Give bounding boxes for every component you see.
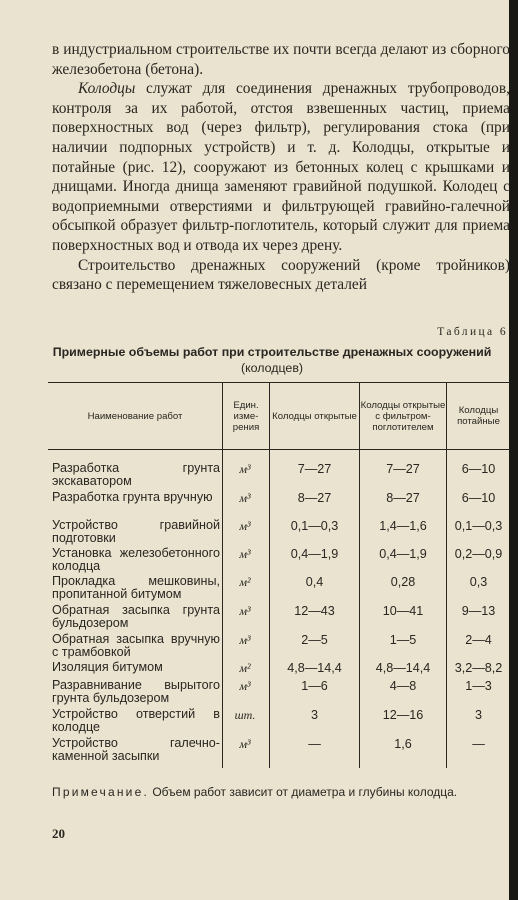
row-name: Обратная засыпка вручную с трамбовкой (52, 632, 220, 659)
row-value-filter: 1,4—1,6 (379, 519, 427, 533)
row-value-open: 0,4 (305, 575, 324, 589)
row-value-hidden: 6—10 (461, 491, 496, 505)
header-name: Наименование работ (87, 410, 183, 422)
term-kolodtsy: Колодцы (78, 80, 136, 98)
table-top-rule (48, 382, 510, 383)
row-name: Разработка грунта экскаватором (52, 461, 220, 488)
row-value-hidden: 2—4 (465, 633, 492, 647)
row-unit: м³ (239, 737, 251, 751)
table-subtitle: (колодцев) (240, 361, 304, 375)
row-value-filter: 4—8 (389, 679, 417, 693)
row-value-filter: 0,28 (390, 575, 416, 589)
table-title (34, 344, 510, 376)
row-unit: м² (239, 661, 251, 675)
row-value-open: 1—6 (301, 679, 328, 693)
note-text: Объем работ зависит от диаметра и глубины колодца. (149, 785, 458, 799)
row-name: Обратная засыпка грунта бульдозером (52, 603, 220, 630)
row-name: Устройство галечно-каменной засыпки (52, 736, 220, 763)
row-value-hidden: 1—3 (465, 679, 492, 693)
row-name: Прокладка мешковины, пропитанной битумом (52, 574, 220, 601)
row-value-hidden: 6—10 (461, 462, 496, 476)
row-unit: м³ (239, 604, 251, 618)
note-label: Примечание. (52, 785, 149, 799)
row-value-open: 3 (310, 708, 318, 722)
row-value-filter: 1—5 (389, 633, 417, 647)
row-name: Устройство отверстий в колодце (52, 707, 220, 734)
row-name: Разработка грунта вручную (52, 490, 213, 504)
row-name: Устройство гравийной подготовки (52, 518, 220, 545)
row-value-hidden: 9—13 (461, 604, 496, 618)
row-value-filter: 4,8—14,4 (375, 661, 431, 675)
body-text (52, 40, 510, 295)
header-unit-text: Един. изме-рения (232, 399, 260, 433)
row-unit: м² (239, 575, 251, 589)
row-value-filter: 10—41 (382, 604, 424, 618)
row-value-filter: 12—16 (382, 708, 424, 722)
page-edge-shadow (509, 0, 518, 900)
row-unit: м³ (239, 491, 251, 505)
table-number: Таблица 6 (437, 326, 508, 338)
row-value-open: 0,4—1,9 (290, 547, 339, 561)
paragraph-2-text: служат для соединения дренажных трубопроводов, контроля за их работой, отстоя взвешенных частиц, приема поверхностных вод (через фильтр), регулирования стока (при наличии подпорных устройств) и т. д. Колодцы, открытые и потайные (рис. 12), сооружают из бетонных колец с крышками и днищами. Иногда днища заменяют гравийной подушкой. Колодец с водоприемными отверстиями и фильтрующей гравийно-галечной обсыпкой образует фильтр-поглотитель, который служит для приема поверхностных вод и отвода их через дрену. (52, 80, 510, 254)
row-unit: м³ (239, 633, 251, 647)
row-value-open: 0,1—0,3 (290, 519, 339, 533)
row-name: Установка железобетонного колодца (52, 546, 220, 573)
row-value-hidden: 0,2—0,9 (454, 547, 503, 561)
table-title-main: Примерные объемы работ при строительстве дренажных сооружений (52, 345, 492, 359)
header-open: Колодцы открытые (272, 410, 357, 422)
table-note (52, 784, 506, 800)
row-unit: шт. (234, 708, 256, 722)
paragraph-1: в индустриальном строительстве их почти всегда делают из сборного железобетона (бетона). (52, 41, 510, 78)
row-value-hidden: 3,2—8,2 (454, 661, 503, 675)
paragraph-2 (52, 79, 510, 255)
header-unit (223, 384, 269, 448)
row-value-open: — (308, 737, 321, 751)
row-value-open: 7—27 (297, 462, 332, 476)
header-hidden: Колодцы потайные (457, 405, 500, 427)
row-unit: м³ (239, 547, 251, 561)
row-name: Разравнивание вырытого грунта бульдозером (52, 678, 220, 705)
row-value-open: 8—27 (297, 491, 332, 505)
header-filter: Колодцы открытые с фильтром-поглотителем (360, 399, 446, 433)
row-value-filter: 7—27 (386, 462, 420, 476)
row-value-hidden: 0,1—0,3 (454, 519, 503, 533)
row-value-hidden: 0,3 (469, 575, 488, 589)
row-value-filter: 1,6 (394, 737, 412, 751)
row-value-hidden: 3 (474, 708, 482, 722)
paragraph-3: Строительство дренажных сооружений (кроме тройников) связано с перемещением тяжеловесных деталей (52, 256, 510, 294)
row-value-filter: 8—27 (386, 491, 420, 505)
row-unit: м³ (239, 519, 251, 533)
table-header-rule (48, 449, 510, 450)
row-value-open: 2—5 (301, 633, 328, 647)
row-value-filter: 0,4—1,9 (379, 547, 427, 561)
row-value-open: 12—43 (294, 604, 335, 618)
page-number: 20 (52, 826, 65, 841)
row-unit: м³ (239, 679, 251, 693)
row-name: Изоляция битумом (52, 660, 163, 674)
row-unit: м³ (239, 462, 251, 476)
row-value-hidden: — (472, 737, 485, 751)
row-value-open: 4,8—14,4 (287, 661, 342, 675)
